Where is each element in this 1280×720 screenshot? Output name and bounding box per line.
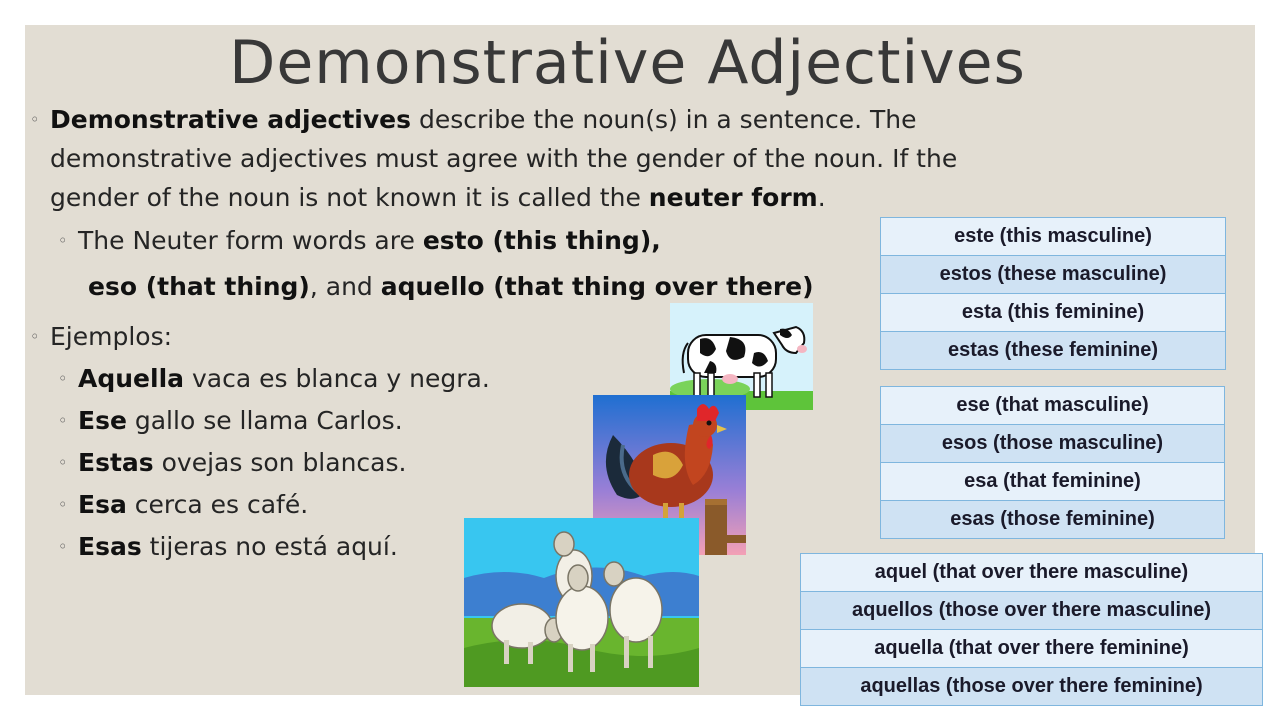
intro-text: describe the noun(s) in a sentence. The — [411, 105, 917, 134]
bullet-icon: ◦ — [58, 231, 68, 250]
table-cell: estas (these feminine) — [881, 332, 1226, 370]
examples-label: Ejemplos: — [50, 322, 173, 351]
intro-end: . — [817, 183, 826, 212]
bullet-icon: ◦ — [30, 110, 40, 129]
bullet-icon: ◦ — [30, 327, 40, 346]
example-item — [78, 528, 398, 566]
intro-text-3: gender of the noun is not known it is called the — [50, 183, 649, 212]
table-cell: ese (that masculine) — [881, 387, 1225, 425]
neuter-eso: eso (that thing) — [88, 272, 310, 301]
example-text: gallo se llama Carlos. — [126, 406, 403, 435]
neuter-form-term: neuter form — [648, 183, 818, 212]
table-cell: este (this masculine) — [881, 218, 1226, 256]
example-keyword: Estas — [78, 448, 154, 477]
example-item — [78, 360, 490, 398]
example-keyword: Esas — [78, 532, 142, 561]
example-text: ovejas son blancas. — [153, 448, 407, 477]
intro-line-2: demonstrative adjectives must agree with the gender of the noun. If the — [50, 144, 958, 173]
intro-term: Demonstrative adjectives — [50, 105, 411, 134]
table-cell: esa (that feminine) — [881, 463, 1225, 501]
table-cell: esta (this feminine) — [881, 294, 1226, 332]
bullet-icon: ◦ — [58, 369, 68, 388]
table-cell: esos (those masculine) — [881, 425, 1225, 463]
bullet-icon: ◦ — [58, 495, 68, 514]
neuter-esto: esto (this thing), — [422, 226, 661, 255]
ese-table — [880, 386, 1225, 539]
neuter-mid: , and — [309, 272, 381, 301]
table-cell: aquellos (those over there masculine) — [801, 592, 1263, 630]
table-cell: aquel (that over there masculine) — [801, 554, 1263, 592]
table-cell: aquellas (those over there feminine) — [801, 668, 1263, 706]
neuter-prefix: The Neuter form words are — [78, 226, 423, 255]
neuter-aquello: aquello (that thing over there) — [380, 272, 814, 301]
bullet-icon: ◦ — [58, 411, 68, 430]
example-item — [78, 486, 308, 524]
example-keyword: Esa — [78, 490, 127, 519]
neuter-line-2 — [88, 268, 814, 306]
example-text: tijeras no está aquí. — [141, 532, 398, 561]
neuter-line-1 — [78, 222, 661, 260]
example-item — [78, 444, 406, 482]
intro-line-3 — [50, 179, 826, 217]
slide-title: Demonstrative Adjectives — [229, 28, 1026, 98]
table-cell: aquella (that over there feminine) — [801, 630, 1263, 668]
sheep-image — [464, 518, 699, 687]
table-cell: esas (those feminine) — [881, 501, 1225, 539]
example-text: vaca es blanca y negra. — [184, 364, 490, 393]
table-cell: estos (these masculine) — [881, 256, 1226, 294]
bullet-icon: ◦ — [58, 537, 68, 556]
example-keyword: Aquella — [78, 364, 185, 393]
example-text: cerca es café. — [126, 490, 309, 519]
example-item — [78, 402, 403, 440]
intro-line-1 — [50, 101, 916, 139]
example-keyword: Ese — [78, 406, 127, 435]
bullet-icon: ◦ — [58, 453, 68, 472]
cow-image — [670, 303, 813, 410]
este-table — [880, 217, 1226, 370]
aquel-table — [800, 553, 1263, 706]
